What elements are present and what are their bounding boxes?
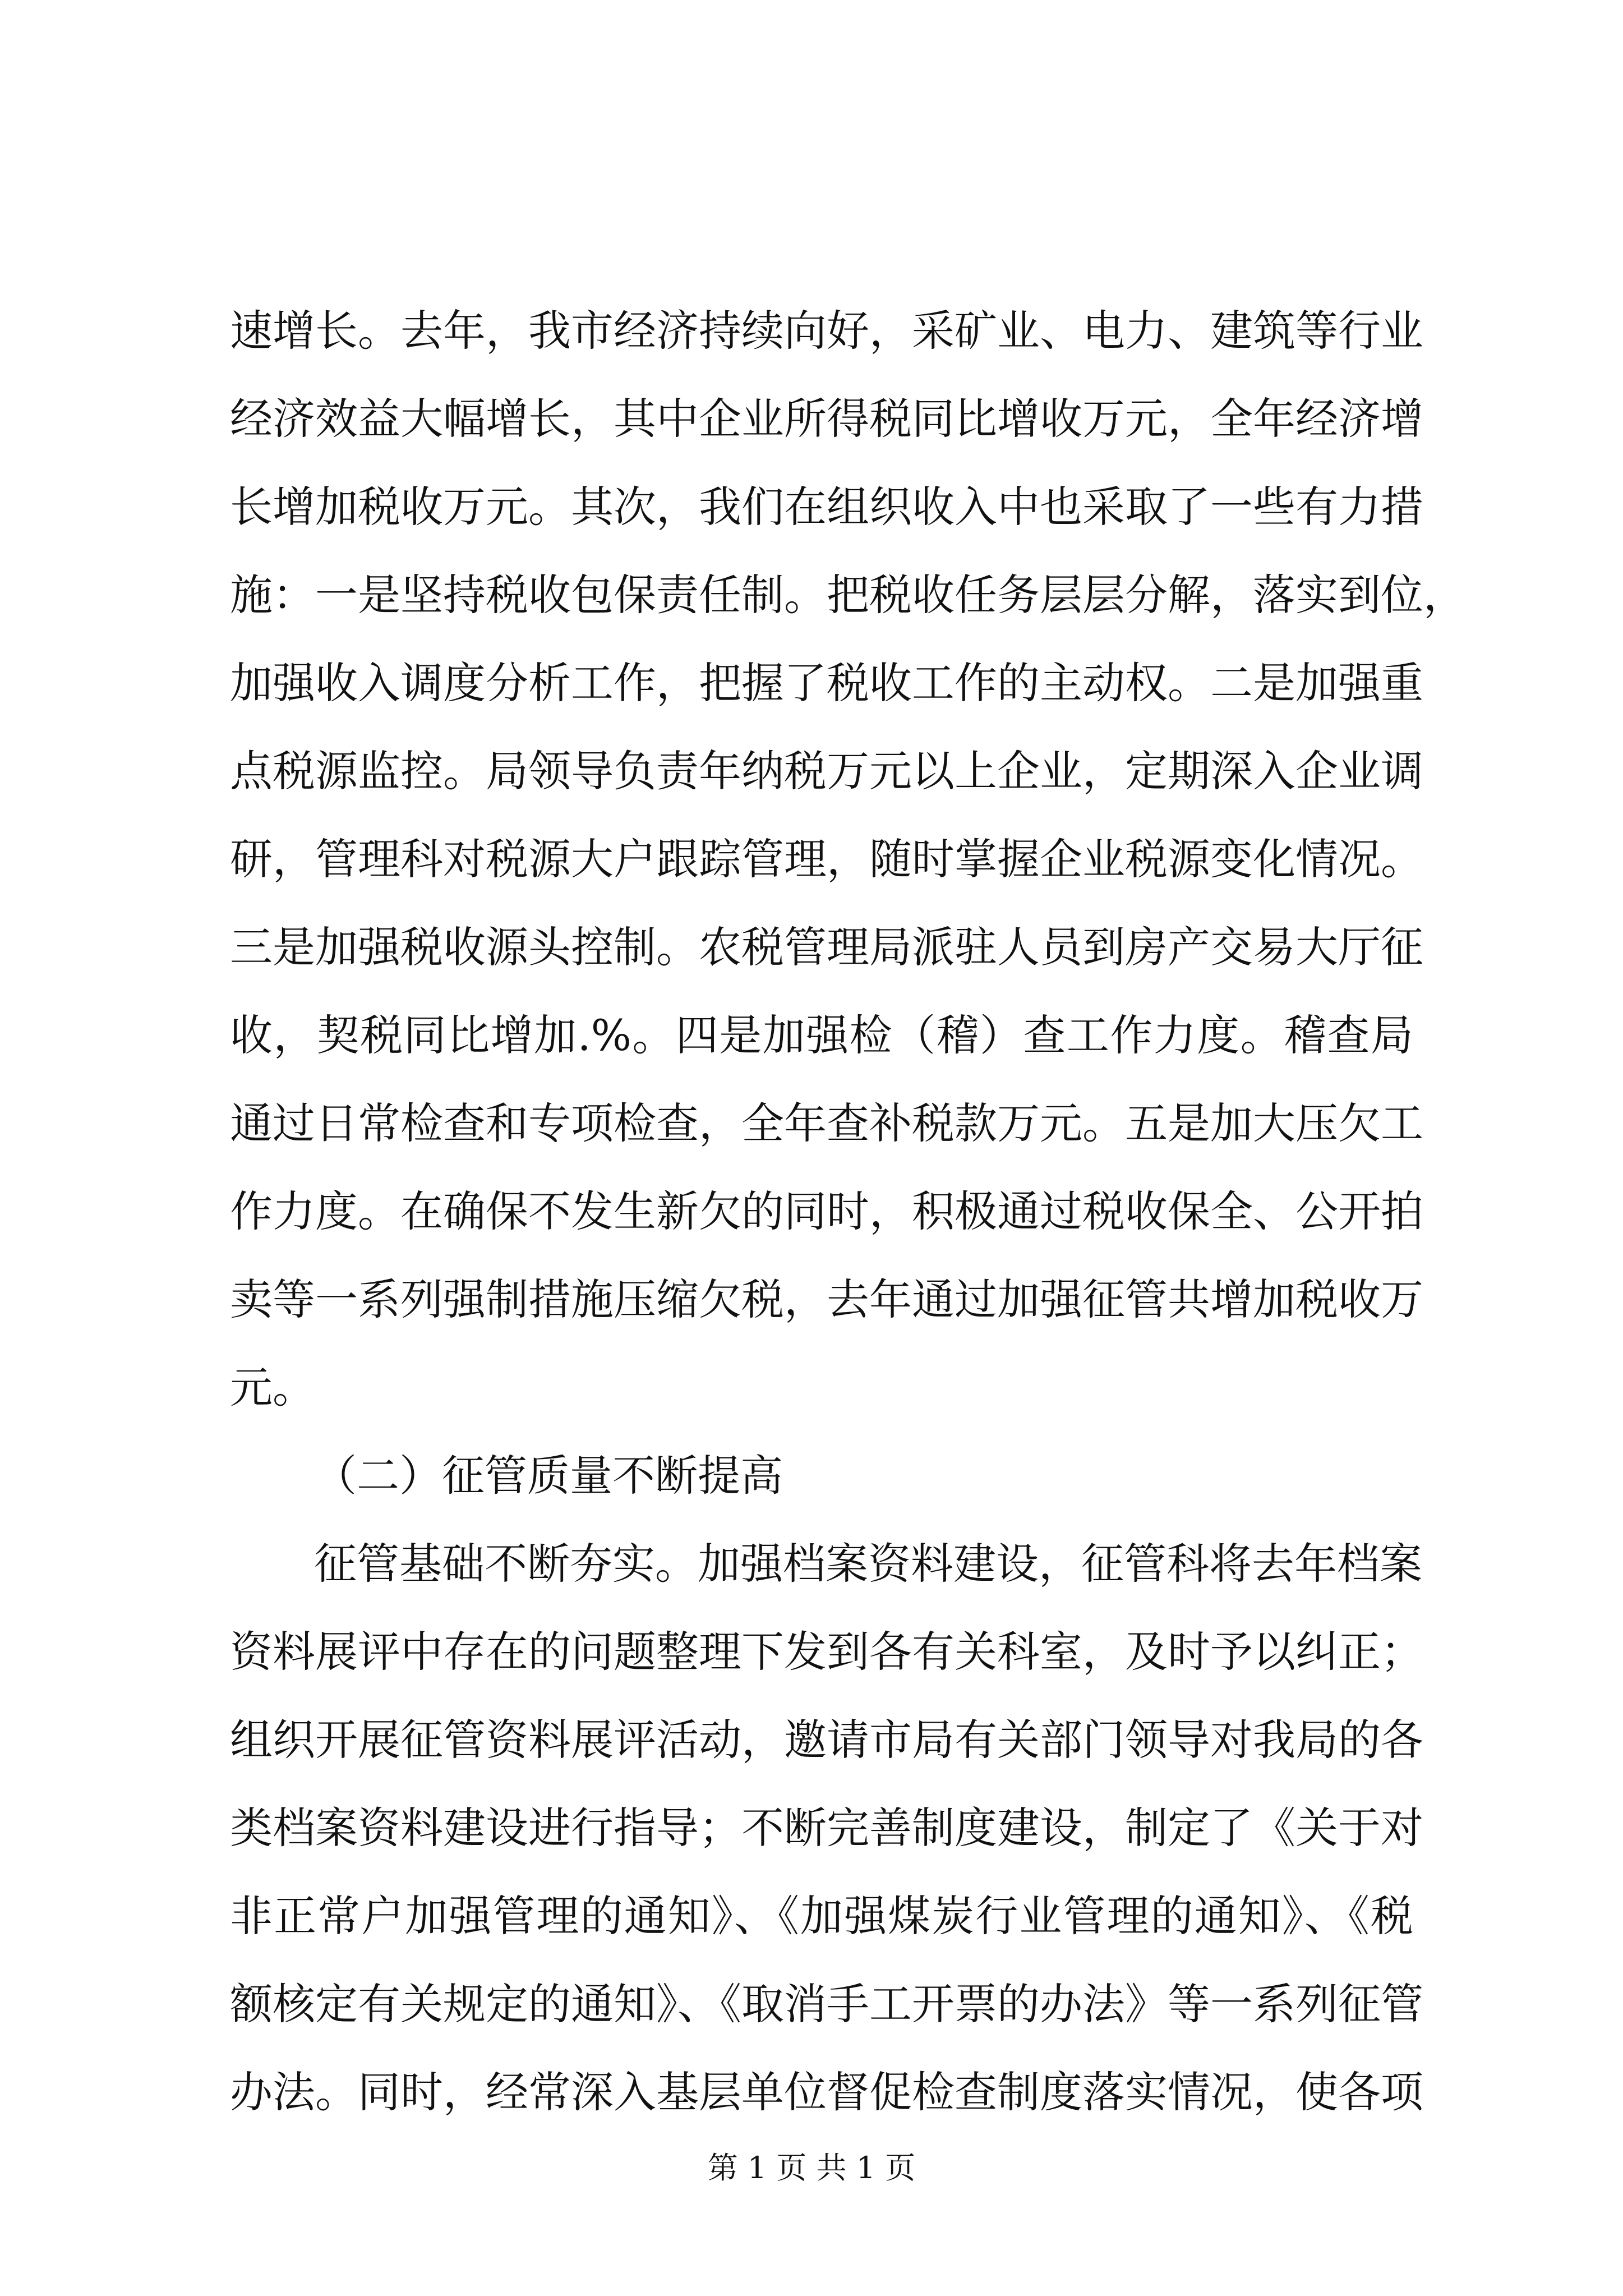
text-line: 施：一是坚持税收包保责任制。把税收任务层层分解，落实到位， bbox=[230, 570, 1466, 620]
text-line: 资料展评中存在的问题整理下发到各有关科室，及时予以纠正； bbox=[230, 1627, 1423, 1677]
text-line: 卖等一系列强制措施压缩欠税，去年通过加强征管共增加税收万 bbox=[230, 1274, 1423, 1324]
text-line: 长增加税收万元。其次，我们在组织收入中也采取了一些有力措 bbox=[230, 482, 1423, 532]
text-line: 办法。同时，经常深入基层单位督促检查制度落实情况，使各项 bbox=[230, 2067, 1423, 2117]
text-line: 加强收入调度分析工作，把握了税收工作的主动权。二是加强重 bbox=[230, 658, 1423, 708]
text-line: 收，契税同比增加.%。四是加强检（稽）查工作力度。稽查局 bbox=[230, 1010, 1413, 1060]
text-line: 三是加强税收源头控制。农税管理局派驻人员到房产交易大厅征 bbox=[230, 922, 1423, 972]
text-line: 组织开展征管资料展评活动，邀请市局有关部门领导对我局的各 bbox=[230, 1715, 1423, 1765]
text-line: 类档案资料建设进行指导；不断完善制度建设，制定了《关于对 bbox=[230, 1803, 1423, 1853]
text-line: 非正常户加强管理的通知》、《加强煤炭行业管理的通知》、《税 bbox=[230, 1891, 1413, 1941]
text-line: 征管基础不断夯实。加强档案资料建设，征管科将去年档案 bbox=[314, 1539, 1422, 1589]
text-line: 经济效益大幅增长，其中企业所得税同比增收万元，全年经济增 bbox=[230, 394, 1423, 444]
page-footer: 第 1 页 共 1 页 bbox=[707, 2150, 916, 2185]
text-line: 研，管理科对税源大户跟踪管理，随时掌握企业税源变化情况。 bbox=[230, 834, 1423, 884]
text-line: 通过日常检查和专项检查，全年查补税款万元。五是加大压欠工 bbox=[230, 1098, 1423, 1148]
text-line: 速增长。去年，我市经济持续向好，采矿业、电力、建筑等行业 bbox=[230, 306, 1423, 356]
text-line: 点税源监控。局领导负责年纳税万元以上企业，定期深入企业调 bbox=[230, 746, 1423, 796]
text-line: 元。 bbox=[230, 1363, 315, 1412]
section-heading: （二）征管质量不断提高 bbox=[314, 1451, 783, 1501]
text-line: 额核定有关规定的通知》、《取消手工开票的办法》等一系列征管 bbox=[230, 1979, 1423, 2029]
text-line: 作力度。在确保不发生新欠的同时，积极通过税收保全、公开拍 bbox=[230, 1186, 1423, 1236]
